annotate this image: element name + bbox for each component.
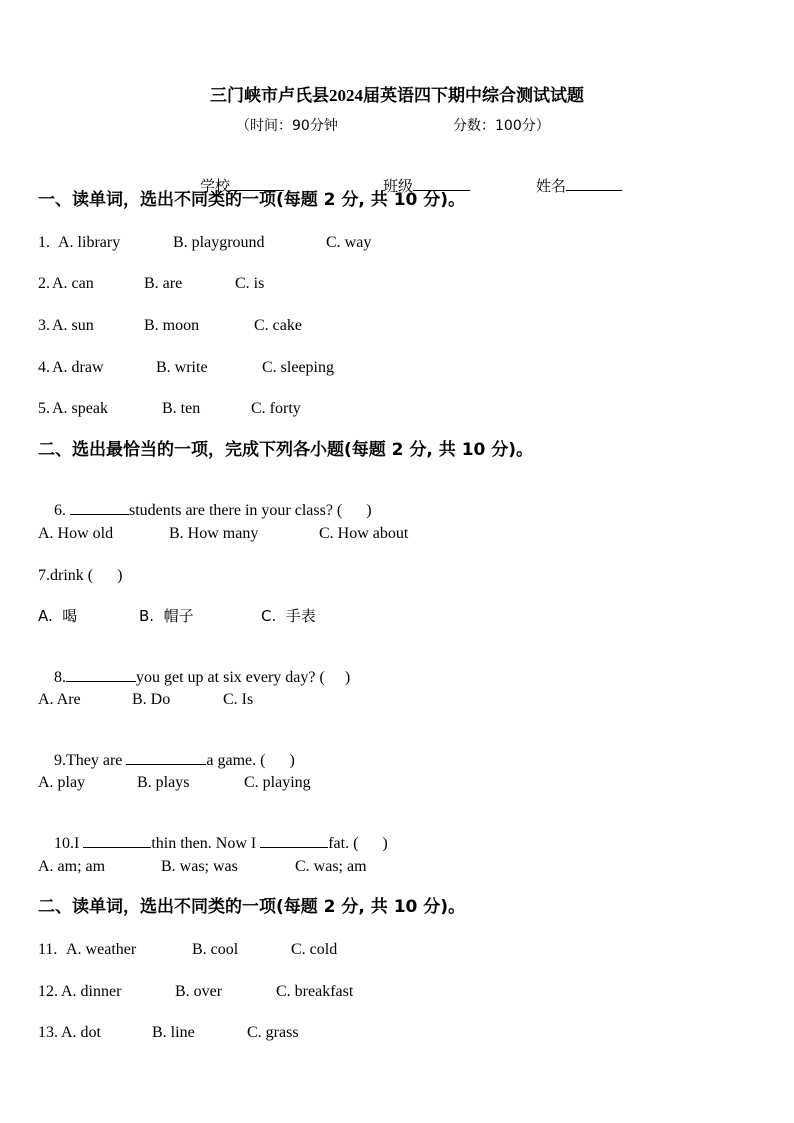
q12-option-b: B. over — [175, 983, 223, 1000]
q5-number: 5. — [38, 400, 50, 417]
question-10-options — [38, 859, 367, 875]
q6-number: 6. — [54, 502, 70, 519]
school-blank[interactable] — [230, 176, 284, 191]
q2-option-b: B. are — [144, 275, 183, 292]
q1-option-a: A. library — [58, 234, 121, 251]
q8-blank[interactable] — [66, 667, 136, 682]
q9-prefix: 9.They are — [54, 752, 127, 769]
q7-option-a: A. 喝 — [38, 607, 78, 625]
q4-option-a: A. draw — [52, 359, 104, 376]
q13-option-b: B. line — [152, 1024, 195, 1041]
q6-option-b: B. How many — [169, 525, 259, 542]
q10-prefix: 10.I — [54, 835, 84, 852]
q11-option-c: C. cold — [291, 941, 338, 958]
q9-option-c: C. playing — [244, 774, 311, 791]
question-12 — [38, 984, 353, 1000]
q8-text: you get up at six every day? ( ) — [136, 669, 351, 686]
q10-option-b: B. was; was — [161, 858, 238, 875]
q2-option-a: A. can — [52, 275, 94, 292]
q13-option-a: A. dot — [61, 1024, 101, 1041]
q1-number: 1. — [38, 234, 54, 251]
q5-option-b: B. ten — [162, 400, 201, 417]
section-3-heading: 二、读单词，选出不同类的一项(每题 2 分, 共 10 分)。 — [38, 897, 466, 917]
q10-blank-2[interactable] — [260, 833, 328, 848]
q10-option-a: A. am; am — [38, 858, 106, 875]
q8-option-a: A. Are — [38, 691, 81, 708]
section-1-heading: 一、读单词，选出不同类的一项(每题 2 分, 共 10 分)。 — [38, 190, 466, 210]
name-label: 姓名 — [536, 177, 567, 195]
q5-option-c: C. forty — [251, 400, 301, 417]
question-9-options — [38, 775, 311, 791]
question-3 — [38, 318, 302, 334]
q13-option-c: C. grass — [247, 1024, 299, 1041]
q4-option-b: B. write — [156, 359, 208, 376]
q9-option-b: B. plays — [137, 774, 190, 791]
q7-option-c: C. 手表 — [261, 607, 316, 625]
question-11 — [38, 942, 337, 958]
name-field — [521, 161, 622, 210]
question-7-stem: 7.drink ( ) — [38, 567, 123, 584]
question-6-options — [38, 526, 408, 542]
name-blank[interactable] — [566, 176, 622, 191]
q1-option-c: C. way — [326, 234, 372, 251]
exam-score: 分数：100分） — [453, 118, 550, 134]
q10-option-c: C. was; am — [295, 858, 367, 875]
q3-option-c: C. cake — [254, 317, 302, 334]
question-8-options — [38, 692, 253, 708]
question-7-options — [38, 609, 316, 624]
q12-option-c: C. breakfast — [276, 983, 354, 1000]
q2-option-c: C. is — [235, 275, 265, 292]
q6-option-a: A. How old — [38, 525, 114, 542]
question-4 — [38, 360, 334, 376]
question-5 — [38, 401, 301, 417]
page-title: 三门峡市卢氏县2024届英语四下期中综合测试试题 — [210, 86, 584, 105]
school-label: 学校 — [200, 177, 231, 195]
q8-option-b: B. Do — [132, 691, 171, 708]
q12-number: 12. — [38, 983, 58, 1000]
q5-option-a: A. speak — [52, 400, 108, 417]
q6-option-c: C. How about — [319, 525, 409, 542]
q9-blank[interactable] — [126, 750, 206, 765]
q11-option-b: B. cool — [192, 941, 239, 958]
question-1 — [38, 235, 371, 251]
q11-option-a: A. weather — [66, 941, 137, 958]
q7-option-b: B. 帽子 — [139, 607, 194, 625]
class-label: 班级 — [383, 177, 414, 195]
q8-option-c: C. Is — [223, 691, 254, 708]
q3-number: 3. — [38, 317, 50, 334]
q10-blank-1[interactable] — [83, 833, 151, 848]
exam-time: （时间：90分钟 — [236, 118, 338, 134]
q6-blank[interactable] — [70, 500, 129, 515]
class-blank[interactable] — [413, 176, 470, 191]
q8-number: 8. — [54, 669, 66, 686]
q9-option-a: A. play — [38, 774, 86, 791]
q6-text: students are there in your class? ( ) — [129, 502, 372, 519]
section-2-heading: 二、选出最恰当的一项，完成下列各小题(每题 2 分, 共 10 分)。 — [38, 440, 534, 460]
q10-text: fat. ( ) — [328, 835, 388, 852]
q12-option-a: A. dinner — [61, 983, 122, 1000]
q10-middle: thin then. Now I — [151, 835, 261, 852]
q4-number: 4. — [38, 359, 50, 376]
q3-option-b: B. moon — [144, 317, 200, 334]
q11-number: 11. — [38, 941, 62, 958]
q1-option-b: B. playground — [173, 234, 265, 251]
q3-option-a: A. sun — [52, 317, 94, 334]
q13-number: 13. — [38, 1024, 58, 1041]
question-13 — [38, 1025, 299, 1041]
question-2 — [38, 276, 264, 292]
q4-option-c: C. sleeping — [262, 359, 334, 376]
q2-number: 2. — [38, 275, 50, 292]
q9-text: a game. ( ) — [206, 752, 295, 769]
